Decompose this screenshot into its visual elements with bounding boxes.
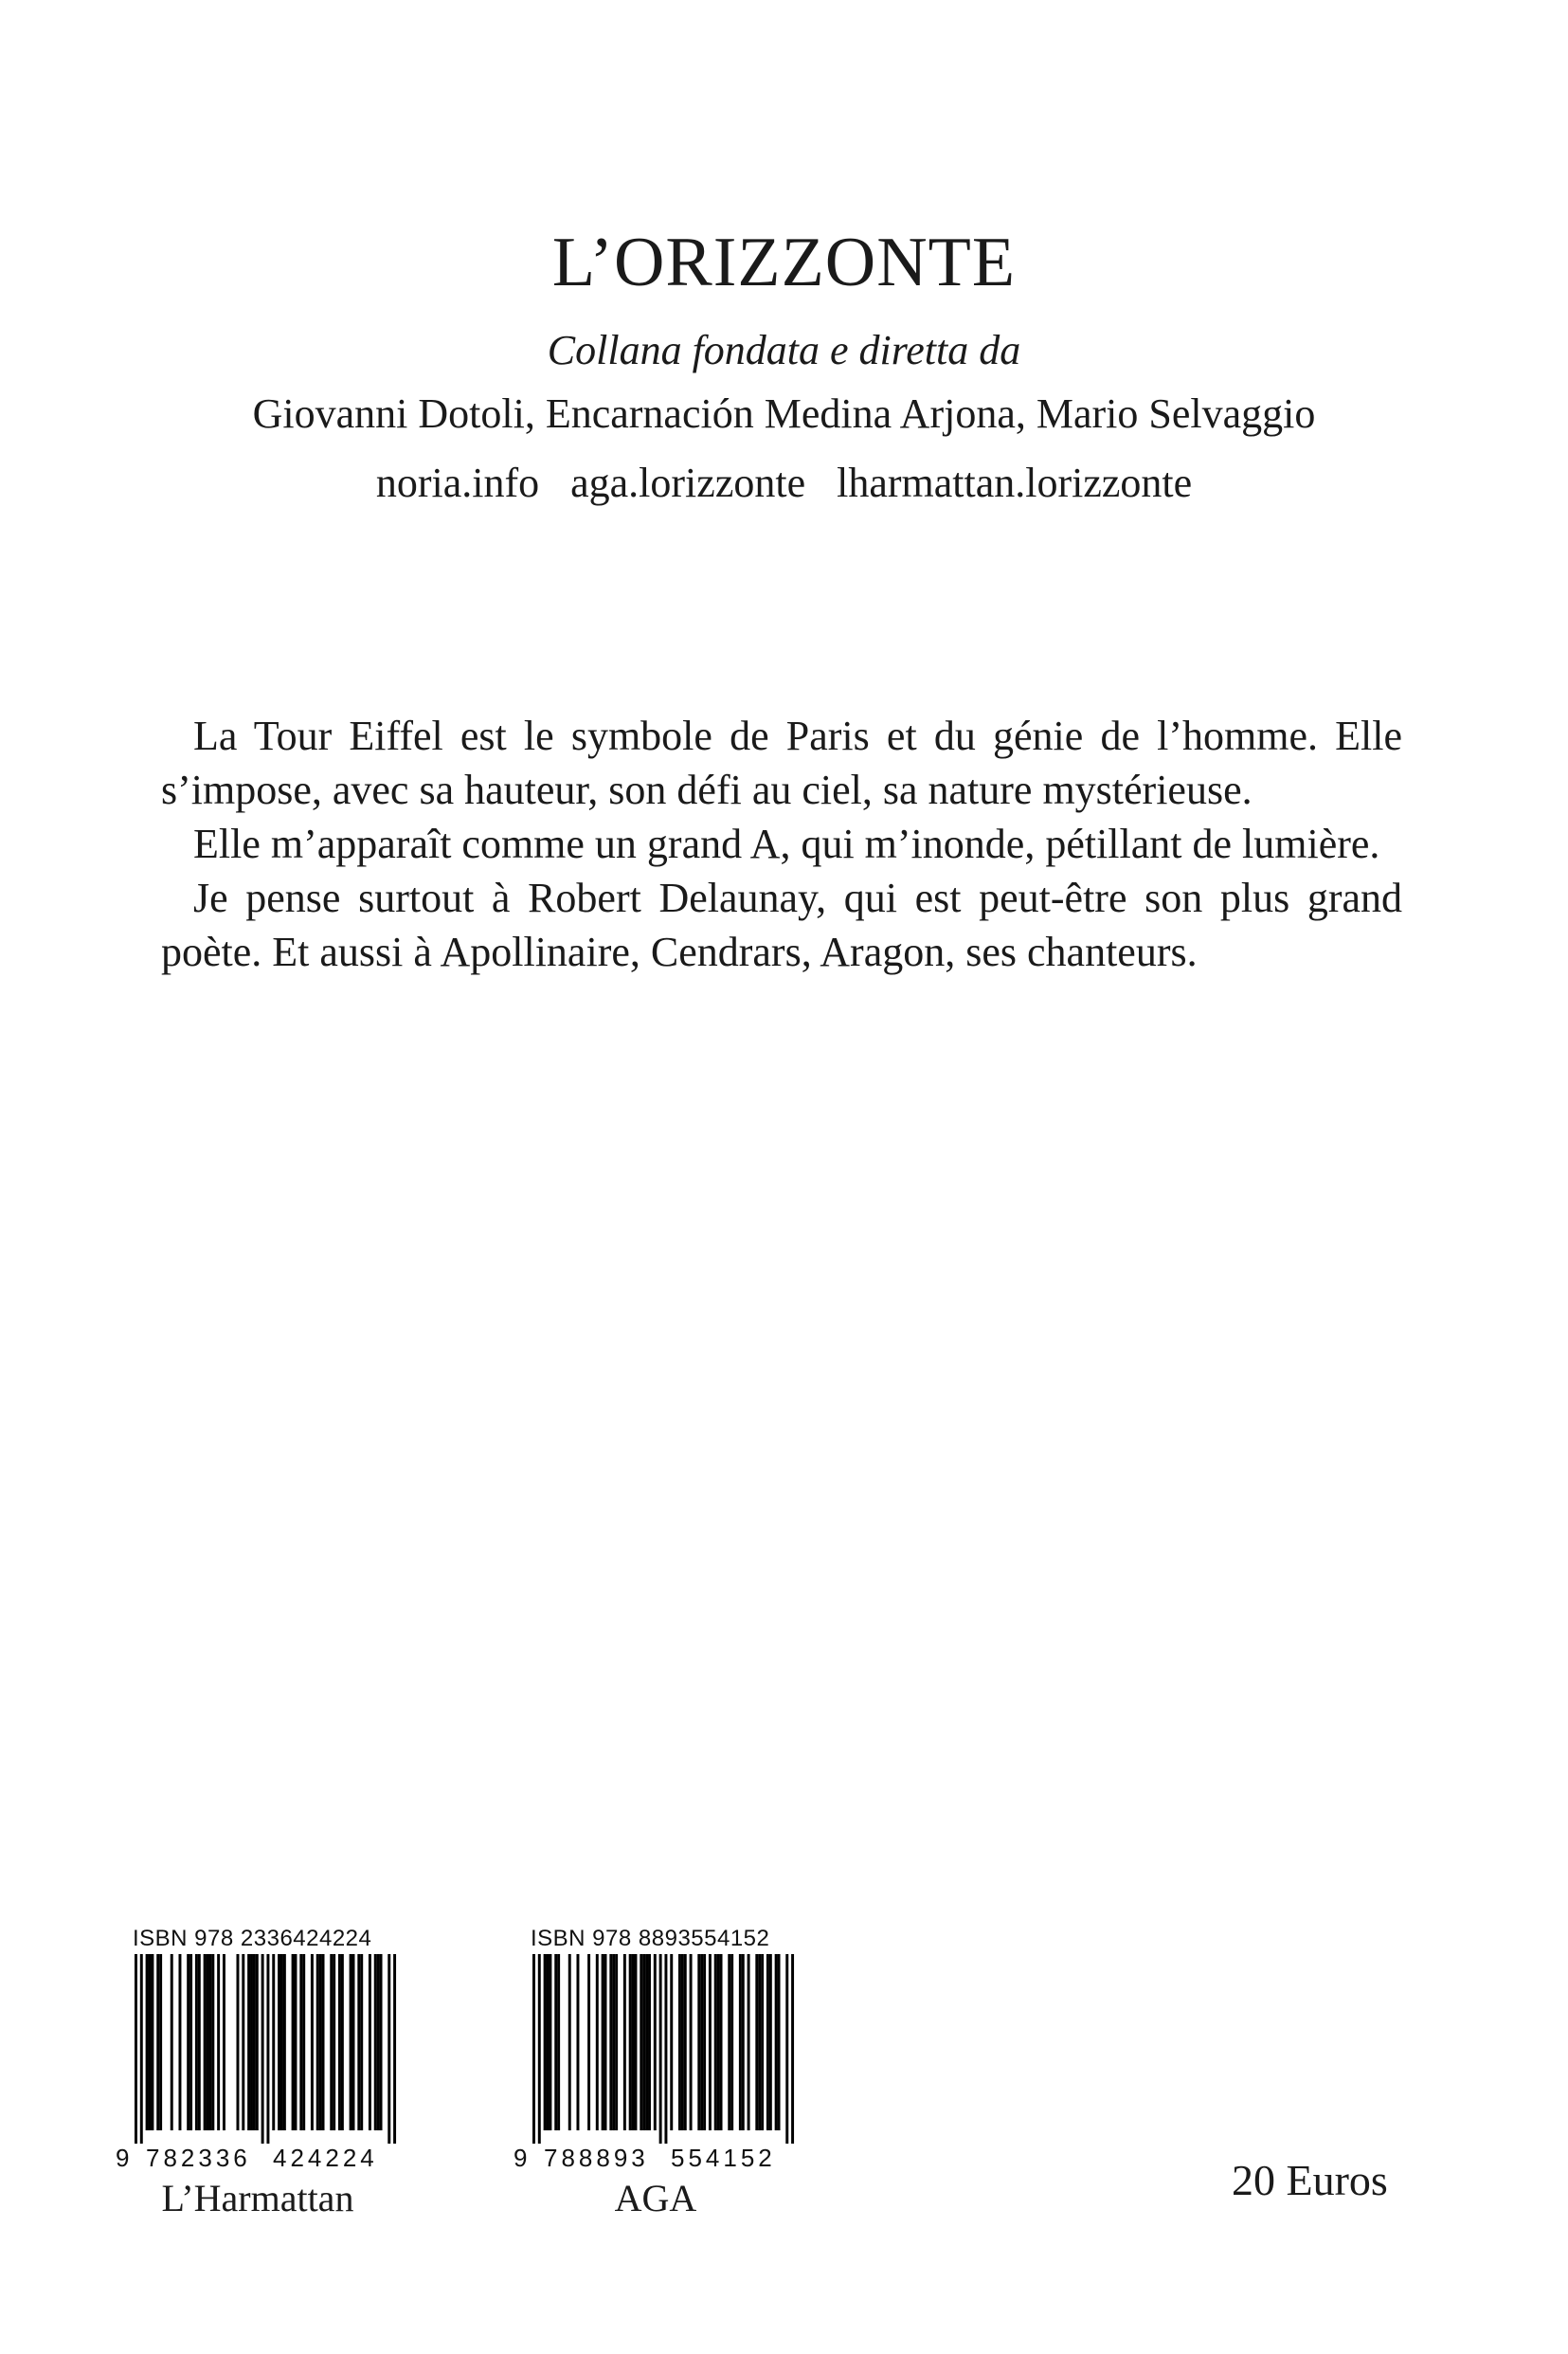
barcode-bar xyxy=(330,1954,333,2130)
barcode-bar xyxy=(538,1954,541,2144)
barcode-bar xyxy=(187,1954,189,2130)
barcode-bar xyxy=(195,1954,198,2130)
barcode-bar xyxy=(377,1954,380,2130)
barcode-bar xyxy=(352,1954,355,2130)
blurb-paragraph-3: Je pense surtout à Robert Delaunay, qui est peut-être son plus grand poète. Et aussi à Apollinaire, Cendrars, Aragon, ses chanteurs. xyxy=(161,875,1402,975)
barcode-bar xyxy=(236,1954,239,2130)
blurb-paragraph-2: Elle m’apparaît comme un grand A, qui m’inonde, pétillant de lumière. xyxy=(193,821,1380,867)
barcode-bar xyxy=(587,1954,590,2130)
barcode-bar xyxy=(292,1954,295,2130)
barcode-digits-right: 554152 xyxy=(671,2144,776,2172)
barcode-bar xyxy=(654,1954,657,2130)
series-header xyxy=(0,224,1568,508)
barcode-bar xyxy=(642,1954,645,2130)
barcode-bar xyxy=(615,1954,618,2130)
barcode-bar xyxy=(256,1954,259,2130)
barcode-bar xyxy=(208,1954,211,2130)
barcode-bar xyxy=(632,1954,635,2130)
barcode-bar xyxy=(549,1954,551,2130)
barcode-bar xyxy=(681,1954,684,2130)
barcode-bar xyxy=(217,1954,220,2130)
barcode-bar xyxy=(623,1954,626,2130)
barcode-bar xyxy=(316,1954,319,2130)
barcode-bar xyxy=(140,1954,143,2144)
barcode-bar xyxy=(720,1954,723,2130)
barcode-bar xyxy=(171,1954,173,2130)
barcode-bar xyxy=(242,1954,244,2130)
barcode-bar xyxy=(596,1954,599,2130)
barcode-bar xyxy=(739,1954,742,2130)
barcode-bar xyxy=(602,1954,604,2130)
barcode-bar xyxy=(709,1954,712,2130)
barcode-bar xyxy=(278,1954,280,2130)
barcode-bar xyxy=(311,1954,314,2130)
publisher-name: AGA xyxy=(614,2177,697,2219)
barcode-bar xyxy=(341,1954,344,2130)
barcode-bar xyxy=(149,1954,152,2130)
barcode-bar xyxy=(778,1954,781,2130)
barcode-bar xyxy=(207,1954,209,2130)
barcode-bars xyxy=(514,1954,798,2144)
barcode-bar xyxy=(766,1954,769,2130)
barcode-bar xyxy=(295,1954,297,2130)
barcode-bar xyxy=(250,1954,253,2130)
barcode-bar xyxy=(204,1954,207,2130)
barcode-bar xyxy=(769,1954,772,2130)
barcode-bar xyxy=(369,1954,371,2130)
barcode-bar xyxy=(261,1954,264,2144)
series-directors: Giovanni Dotoli, Encarnación Medina Arjona, Mario Selvaggio xyxy=(252,389,1316,437)
barcode-bar xyxy=(272,1954,275,2130)
barcode-bar xyxy=(547,1954,550,2130)
price: 20 Euros xyxy=(1232,2156,1388,2204)
barcode-bar xyxy=(283,1954,286,2130)
barcode-bar xyxy=(135,1954,137,2144)
barcode-bar xyxy=(280,1954,283,2130)
barcode-bar xyxy=(664,1954,667,2144)
barcode-aga xyxy=(514,1924,798,2221)
barcode-digits-right: 424224 xyxy=(273,2144,378,2172)
barcode-bar xyxy=(755,1954,758,2130)
barcode-bar xyxy=(690,1954,693,2130)
barcode-bar xyxy=(266,1954,269,2144)
barcode-bars xyxy=(116,1954,400,2144)
barcode-digit-first: 9 xyxy=(116,2144,134,2172)
barcode-bar xyxy=(338,1954,341,2130)
barcode-bar xyxy=(684,1954,687,2130)
barcode-bar xyxy=(742,1954,745,2130)
barcode-digit-first: 9 xyxy=(514,2144,532,2172)
barcode-bar xyxy=(748,1954,750,2130)
barcode-bar xyxy=(612,1954,615,2130)
barcode-bar xyxy=(554,1954,557,2130)
barcode-bar xyxy=(322,1954,325,2130)
barcode-bar xyxy=(374,1954,377,2130)
barcode-bar xyxy=(730,1954,733,2130)
barcode-digits-left: 788893 xyxy=(544,2144,649,2172)
barcode-bar xyxy=(568,1954,571,2130)
barcode-bar xyxy=(544,1954,547,2130)
barcode-bar xyxy=(659,1954,662,2144)
blurb-text xyxy=(161,709,1402,979)
barcode-bar xyxy=(703,1954,706,2130)
barcode-bar xyxy=(253,1954,256,2130)
barcode-bar xyxy=(387,1954,390,2144)
barcode-bar xyxy=(151,1954,153,2130)
barcode-bar xyxy=(393,1954,396,2144)
barcode-bar xyxy=(299,1954,302,2130)
barcode-digits xyxy=(514,2144,798,2172)
barcode-bar xyxy=(728,1954,730,2130)
barcode-bar xyxy=(609,1954,612,2130)
barcode-bar xyxy=(302,1954,305,2130)
isbn-label: ISBN 978 8893554152 xyxy=(531,1926,770,1951)
barcode-bar xyxy=(678,1954,681,2130)
barcode-bar xyxy=(670,1954,673,2130)
barcode-bar xyxy=(645,1954,648,2130)
series-links xyxy=(0,459,1568,509)
barcode-bar xyxy=(785,1954,788,2144)
barcode-bar xyxy=(156,1954,159,2130)
barcode-bar xyxy=(629,1954,632,2130)
barcode-lharmattan xyxy=(116,1924,400,2221)
barcode-bar xyxy=(319,1954,322,2130)
barcode-bar xyxy=(532,1954,535,2144)
barcode-bar xyxy=(350,1954,352,2130)
barcode-bar xyxy=(604,1954,607,2130)
barcode-bar xyxy=(697,1954,700,2130)
barcode-bar xyxy=(714,1954,717,2130)
barcode-bar xyxy=(648,1954,651,2130)
series-title: L’ORIZZONTE xyxy=(551,224,1017,301)
barcode-digits xyxy=(116,2144,400,2172)
publisher-name: L’Harmattan xyxy=(161,2177,354,2219)
barcode-bar xyxy=(557,1954,560,2130)
barcode-bar xyxy=(333,1954,335,2130)
barcode-bar xyxy=(178,1954,181,2130)
barcode-bar xyxy=(198,1954,201,2130)
barcode-bar xyxy=(634,1954,637,2130)
link-lharmattan: lharmattan.lorizzonte xyxy=(837,459,1193,506)
barcode-bar xyxy=(380,1954,383,2130)
barcode-bar xyxy=(189,1954,192,2130)
barcode-bar xyxy=(357,1954,360,2130)
barcode-bar xyxy=(640,1954,642,2130)
link-noria: noria.info xyxy=(375,459,540,506)
barcode-bar xyxy=(211,1954,214,2130)
barcode-bar xyxy=(775,1954,778,2130)
barcode-bar xyxy=(360,1954,363,2130)
isbn-label: ISBN 978 2336424224 xyxy=(133,1926,372,1951)
barcode-digits-left: 782336 xyxy=(146,2144,251,2172)
barcode-bar xyxy=(758,1954,761,2130)
blurb-paragraph-1: La Tour Eiffel est le symbole de Paris et du génie de l’homme. Elle s’impose, avec sa hauteur, son défi au ciel, sa nature mystérieuse. xyxy=(161,713,1402,813)
barcode-bar xyxy=(247,1954,250,2130)
barcode-bar xyxy=(791,1954,794,2144)
barcode-bar xyxy=(159,1954,162,2130)
barcode-bar xyxy=(717,1954,720,2130)
barcode-bar xyxy=(223,1954,225,2130)
barcode-bar xyxy=(761,1954,764,2130)
barcode-bar xyxy=(700,1954,703,2130)
series-subtitle: Collana fondata e diretta da xyxy=(547,327,1021,373)
barcode-bar xyxy=(146,1954,149,2130)
barcode-bar xyxy=(576,1954,579,2130)
link-aga: aga.lorizzonte xyxy=(570,459,806,506)
